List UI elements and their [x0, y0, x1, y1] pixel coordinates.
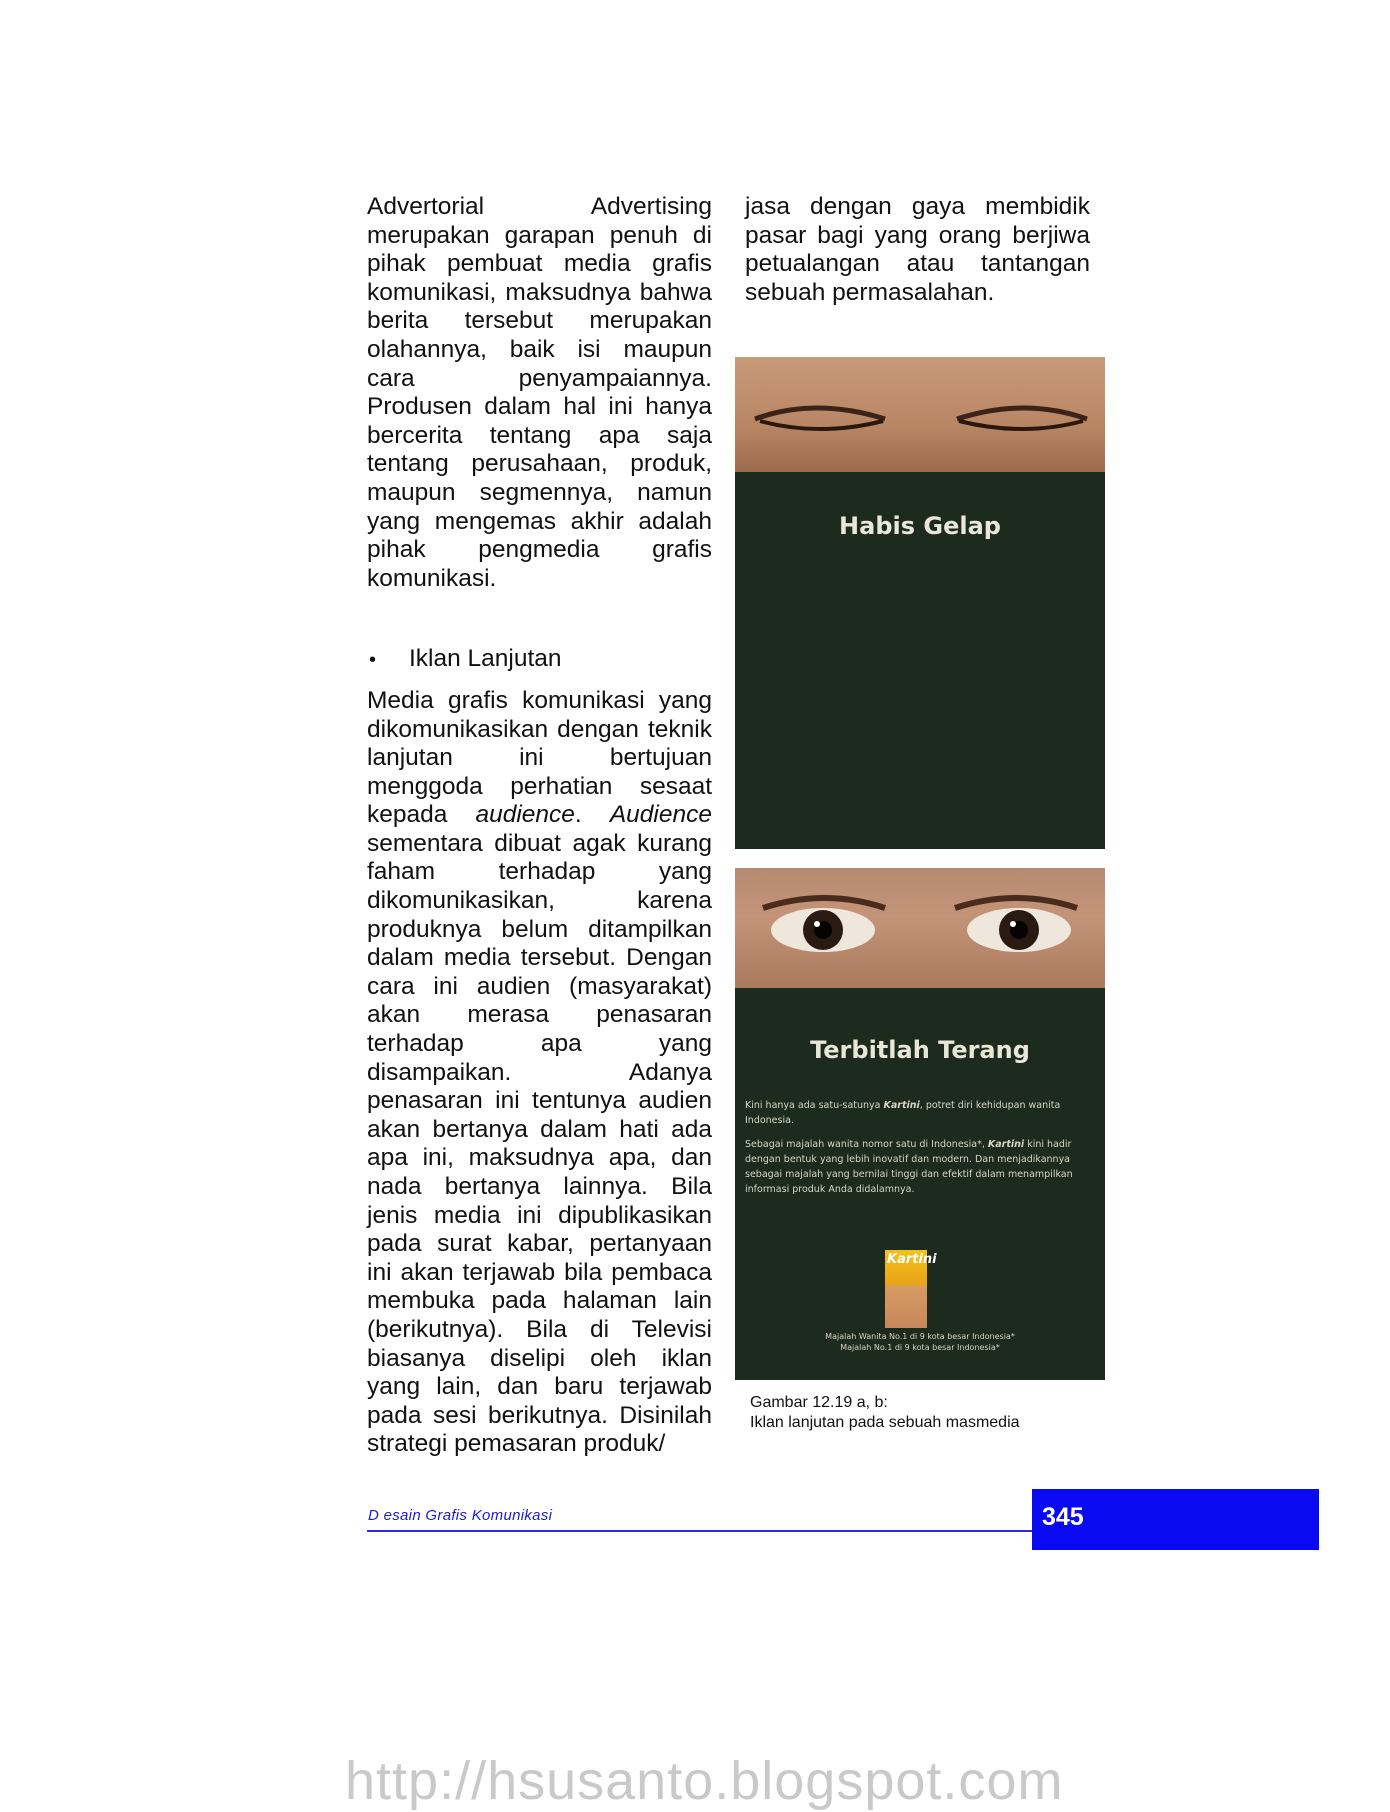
- ad-tagline: [735, 1331, 1105, 1353]
- left-column: [367, 193, 712, 1459]
- ad-headline: Terbitlah Terang: [810, 1036, 1030, 1064]
- emphasis-audience-capital: Audience: [609, 801, 712, 829]
- ad-headline: Habis Gelap: [839, 512, 1001, 540]
- right-column: [745, 193, 1090, 307]
- ad-brand-name: Kartini: [987, 1139, 1025, 1150]
- caption-label: Gambar 12.19 a, b:: [750, 1394, 888, 1411]
- paragraph-text-part: sementara dibuat agak kurang faham terhadap yang dikomunikasikan, karena produknya belum ditampilkan dalam media tersebut. Dengan cara ini audien (masyarakat) akan merasa penasaran terhadap apa yang disampaikan. Adanya penasaran ini tentunya audien akan bertanya dalam hati ada apa ini, maksudnya apa, dan nada bertanya lainnya. Bila jenis media ini dipublikasikan pada surat kabar, pertanyaan ini akan terjawab bila pembaca membuka pada halaman lain (berikutnya). Bila di Televisi biasanya diselipi oleh iklan yang lain, dan baru terjawab pada sesi berikutnya. Disinilah strategi pemasaran produk/: [367, 829, 712, 1458]
- ad-image-habis-gelap: [735, 357, 1105, 849]
- paragraph-advertorial: Advertorial Advertising merupakan garapan penuh di pihak pembuat media grafis komunikasi, maksudnya bahwa berita tersebut merupakan olahannya, baik isi maupun cara penyampaiannya. Produsen dalam hal ini hanya bercerita tentang apa saja tentang perusahaan, produk, maupun segmennya, namun yang mengemas akhir adalah pihak pengmedia grafis komunikasi.: [367, 193, 712, 592]
- ad-text-part: kini hadir dengan bentuk yang lebih inovatif dan modern. Dan menjadikannya sebagai majalah yang bernilai tinggi dan efektif dalam menampilkan informasi produk Anda didalamnya.: [745, 1139, 1073, 1195]
- open-eyes-photo: [735, 868, 1105, 988]
- kartini-logo-text: Kartini: [887, 1252, 937, 1267]
- footer-divider: [367, 1530, 1032, 1532]
- watermark-url: http://hsusanto.blogspot.com: [345, 1751, 1064, 1811]
- page-number-box: [1032, 1489, 1319, 1550]
- ad-body-text: [745, 1098, 1095, 1206]
- ad-body-line: [745, 1137, 1095, 1197]
- open-eyes-icon: [735, 868, 1105, 988]
- closed-eyes-photo: [735, 357, 1105, 472]
- page-number: 345: [1042, 1503, 1084, 1531]
- ad-text-part: Kini hanya ada satu-satunya: [745, 1100, 884, 1111]
- paragraph-text-part: Media grafis komunikasi yang dikomunikasikan dengan teknik lanjutan ini bertujuan menggoda perhatian sesaat kepada: [367, 686, 712, 829]
- ad-text-part: , potret diri kehidupan wanita Indonesia.: [745, 1100, 1061, 1126]
- ad-body-line: [745, 1098, 1095, 1128]
- ad-text-part: Sebagai majalah wanita nomor satu di Indonesia*,: [745, 1139, 988, 1150]
- ad-tagline-line: Majalah Wanita No.1 di 9 kota besar Indonesia*: [825, 1332, 1015, 1341]
- bullet-item-iklan-lanjutan: [367, 645, 712, 675]
- ad-brand-name: Kartini: [883, 1100, 920, 1111]
- paragraph-text-part: .: [574, 801, 610, 829]
- footer-book-title: D esain Grafis Komunikasi: [368, 1507, 553, 1524]
- ad-image-terbitlah-terang: [735, 868, 1105, 1380]
- closed-eyes-icon: [735, 357, 1105, 472]
- kartini-logo: [885, 1250, 937, 1328]
- ad-tagline-line: Majalah No.1 di 9 kota besar Indonesia*: [840, 1343, 1000, 1352]
- figure-caption: [750, 1393, 1020, 1433]
- caption-text: Iklan lanjutan pada sebuah masmedia: [750, 1414, 1020, 1431]
- emphasis-audience: audience: [475, 801, 575, 829]
- paragraph-iklan-lanjutan: [367, 687, 712, 1459]
- bullet-marker: •: [369, 649, 377, 672]
- bullet-heading: Iklan Lanjutan: [409, 645, 562, 673]
- paragraph-continuation: jasa dengan gaya membidik pasar bagi yang orang berjiwa petualangan atau tantangan sebuah permasalahan.: [745, 193, 1090, 306]
